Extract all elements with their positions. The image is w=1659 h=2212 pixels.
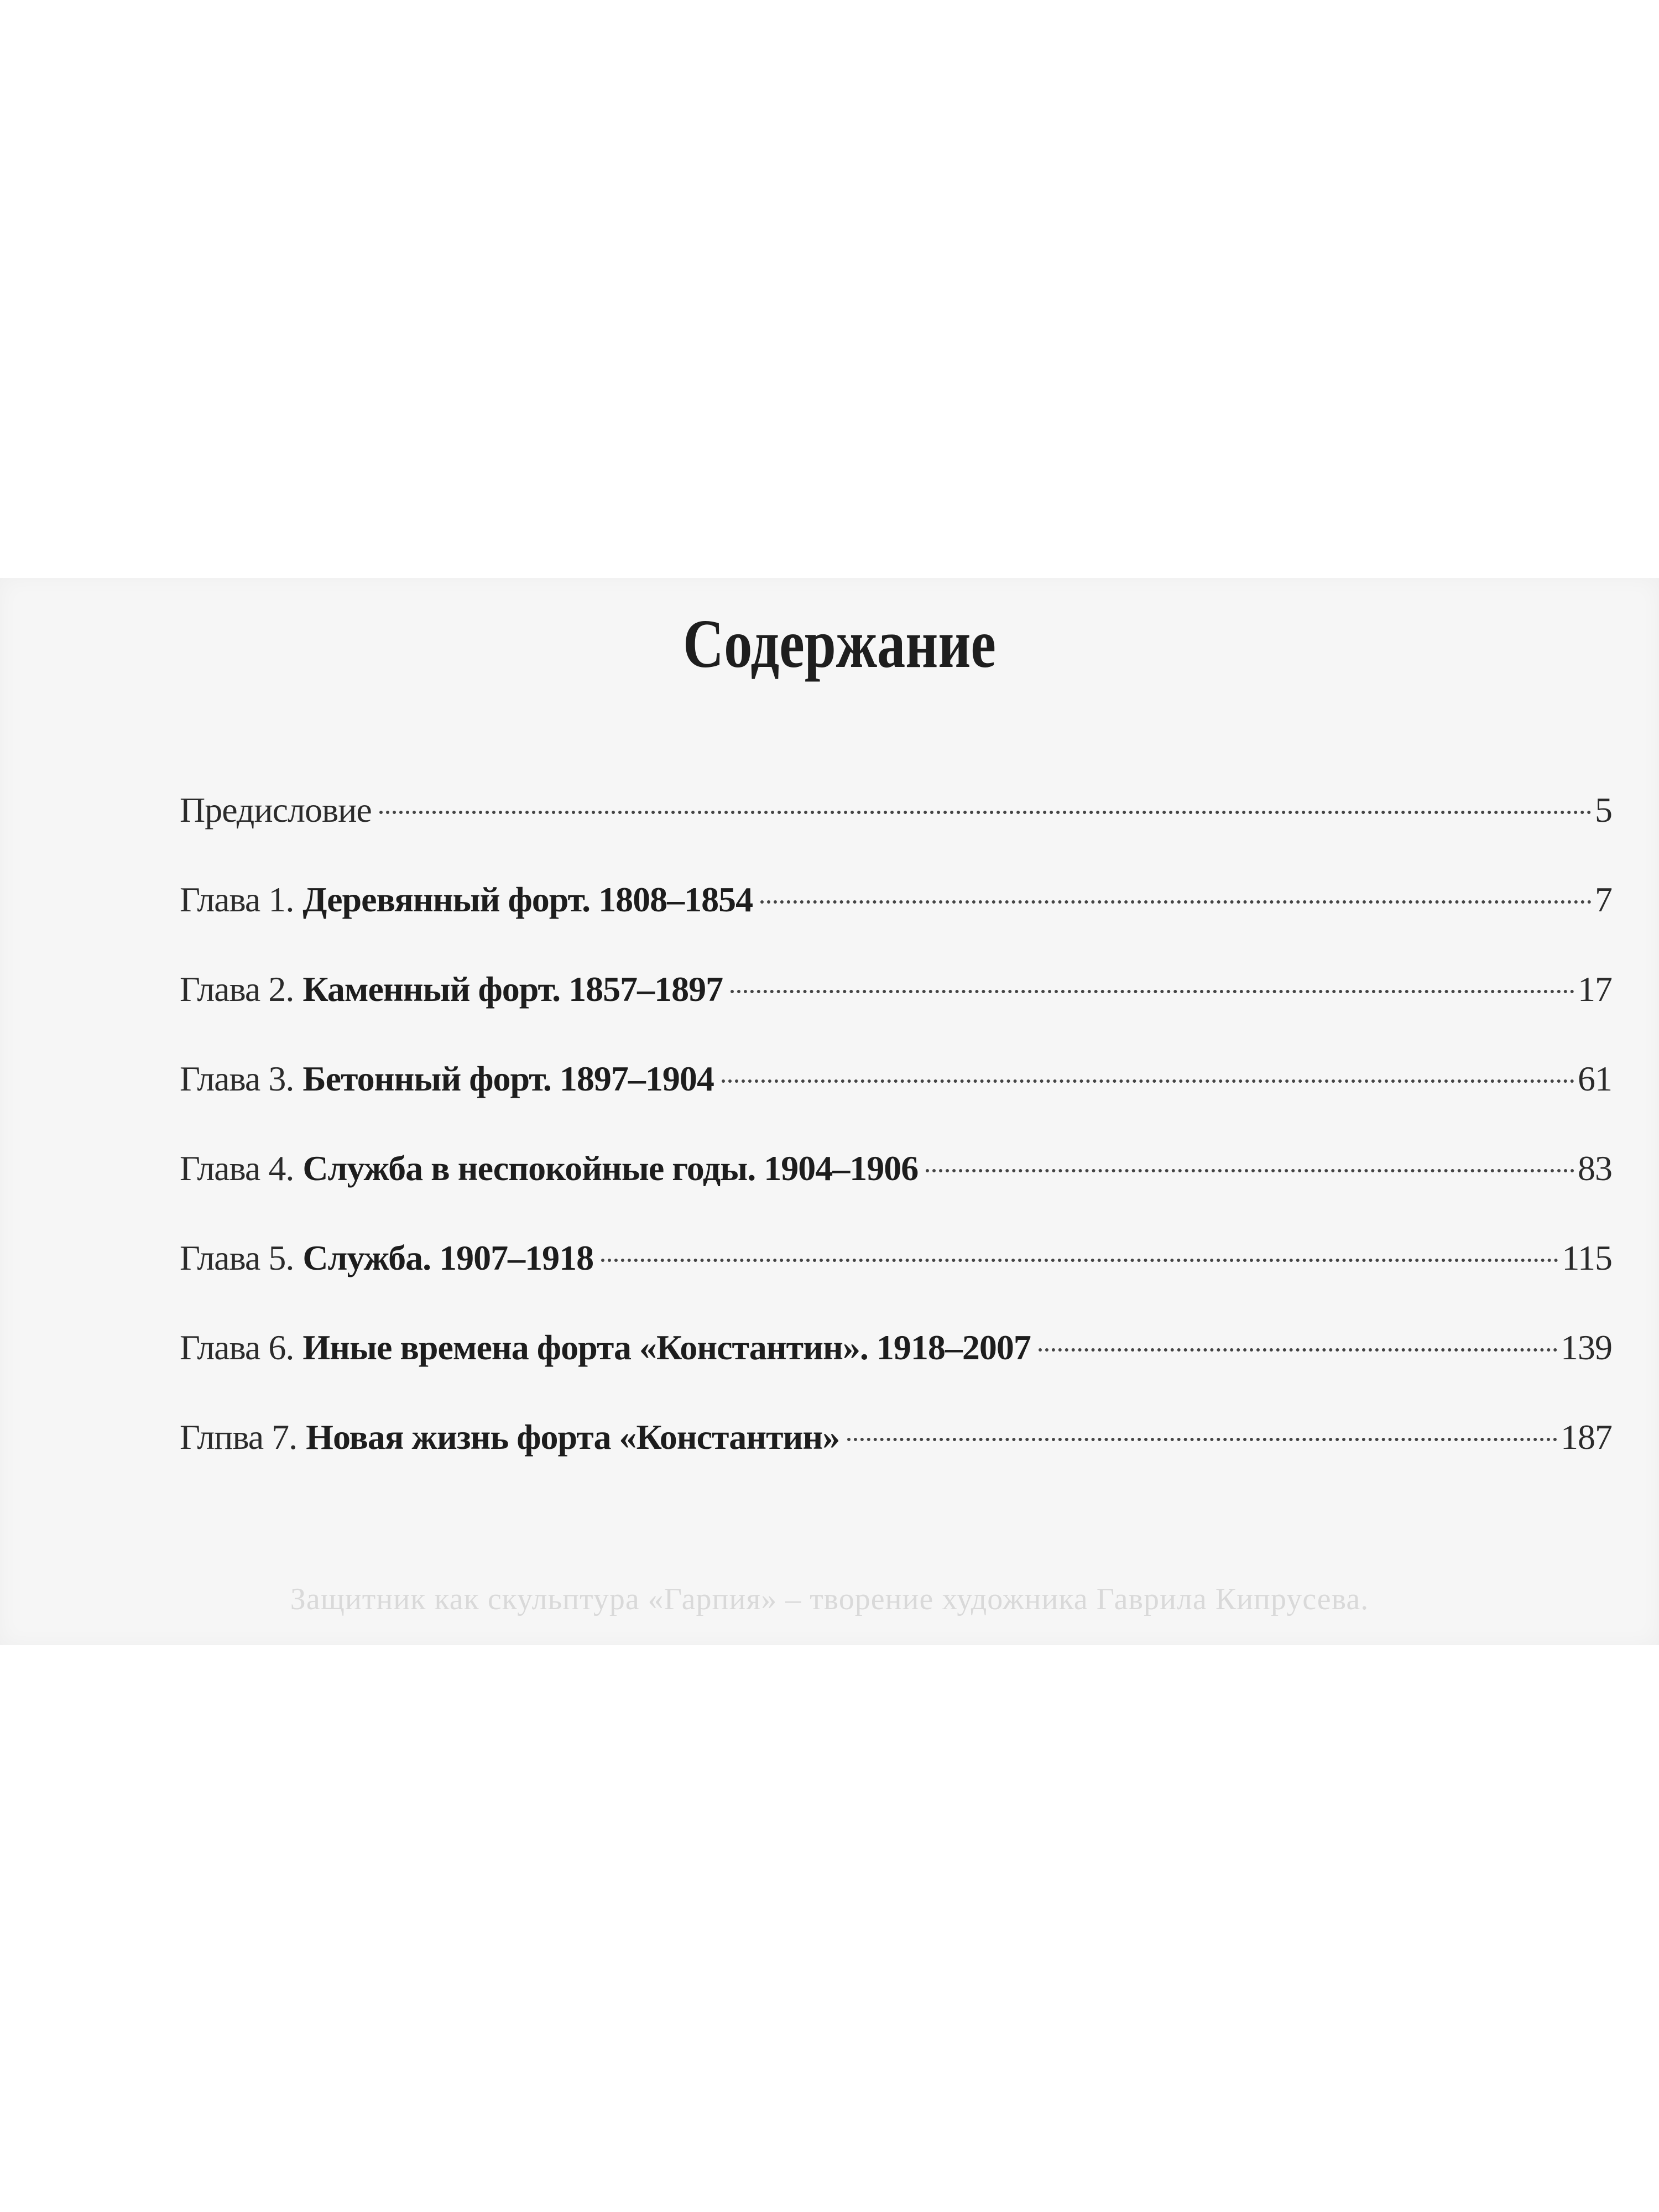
toc-entry-label: Глава 5. bbox=[180, 1238, 294, 1277]
dot-leader bbox=[1039, 1348, 1557, 1352]
toc-entry-chapter-5 bbox=[180, 1233, 1612, 1283]
toc-entry-chapter-6 bbox=[180, 1323, 1612, 1373]
toc-entry-label: Глава 6. bbox=[180, 1328, 294, 1367]
dot-leader bbox=[722, 1079, 1574, 1083]
toc-entry-chapter-3 bbox=[180, 1054, 1612, 1104]
toc-chapter-title: Каменный форт. 1857–1897 bbox=[302, 969, 723, 1009]
toc-entry-label: Предисловие bbox=[180, 790, 372, 830]
dot-leader bbox=[601, 1259, 1558, 1262]
toc-chapter-title: Бетонный форт. 1897–1904 bbox=[302, 1059, 714, 1098]
toc-chapter-title: Иные времена форта «Константин». 1918–2007 bbox=[302, 1328, 1031, 1367]
toc-entry-chapter-4 bbox=[180, 1144, 1612, 1193]
dot-leader bbox=[379, 811, 1592, 814]
toc-page-number: 115 bbox=[1562, 1238, 1612, 1277]
toc-page-number: 83 bbox=[1578, 1149, 1612, 1188]
toc-page-number: 7 bbox=[1595, 880, 1612, 919]
toc-chapter-title: Служба. 1907–1918 bbox=[302, 1238, 594, 1277]
dot-leader bbox=[731, 990, 1574, 993]
toc-entry-preface bbox=[180, 785, 1612, 835]
toc-entry-label: Глава 3. bbox=[180, 1059, 294, 1098]
toc-entry-label: Глава 4. bbox=[180, 1149, 294, 1188]
toc-chapter-title: Служба в неспокойные годы. 1904–1906 bbox=[302, 1149, 919, 1188]
toc-entry-label: Глпва 7. bbox=[180, 1417, 298, 1457]
toc-entry-label: Глава 1. bbox=[180, 880, 294, 919]
toc-entry-label: Глава 2. bbox=[180, 969, 294, 1009]
toc-chapter-title: Новая жизнь форта «Константин» bbox=[306, 1417, 840, 1457]
toc-page-number: 61 bbox=[1578, 1059, 1612, 1098]
toc-entry-chapter-7 bbox=[180, 1412, 1612, 1462]
toc-entry-chapter-2 bbox=[180, 964, 1612, 1014]
dot-leader bbox=[760, 900, 1592, 904]
toc-entry-chapter-1 bbox=[180, 875, 1612, 925]
page-title: Содержание bbox=[683, 606, 996, 682]
toc-page-number: 5 bbox=[1595, 790, 1612, 830]
toc-chapter-title: Деревянный форт. 1808–1854 bbox=[302, 880, 753, 919]
toc-page-number: 187 bbox=[1561, 1417, 1612, 1457]
toc-page-number: 17 bbox=[1578, 969, 1612, 1009]
book-page bbox=[0, 578, 1659, 1645]
toc-page-number: 139 bbox=[1561, 1328, 1612, 1367]
dot-leader bbox=[847, 1438, 1557, 1441]
dot-leader bbox=[926, 1169, 1574, 1172]
show-through-text: Защитник как скульптура «Гарпия» – творение художника Гаврила Кипрусева. bbox=[290, 1582, 1369, 1616]
